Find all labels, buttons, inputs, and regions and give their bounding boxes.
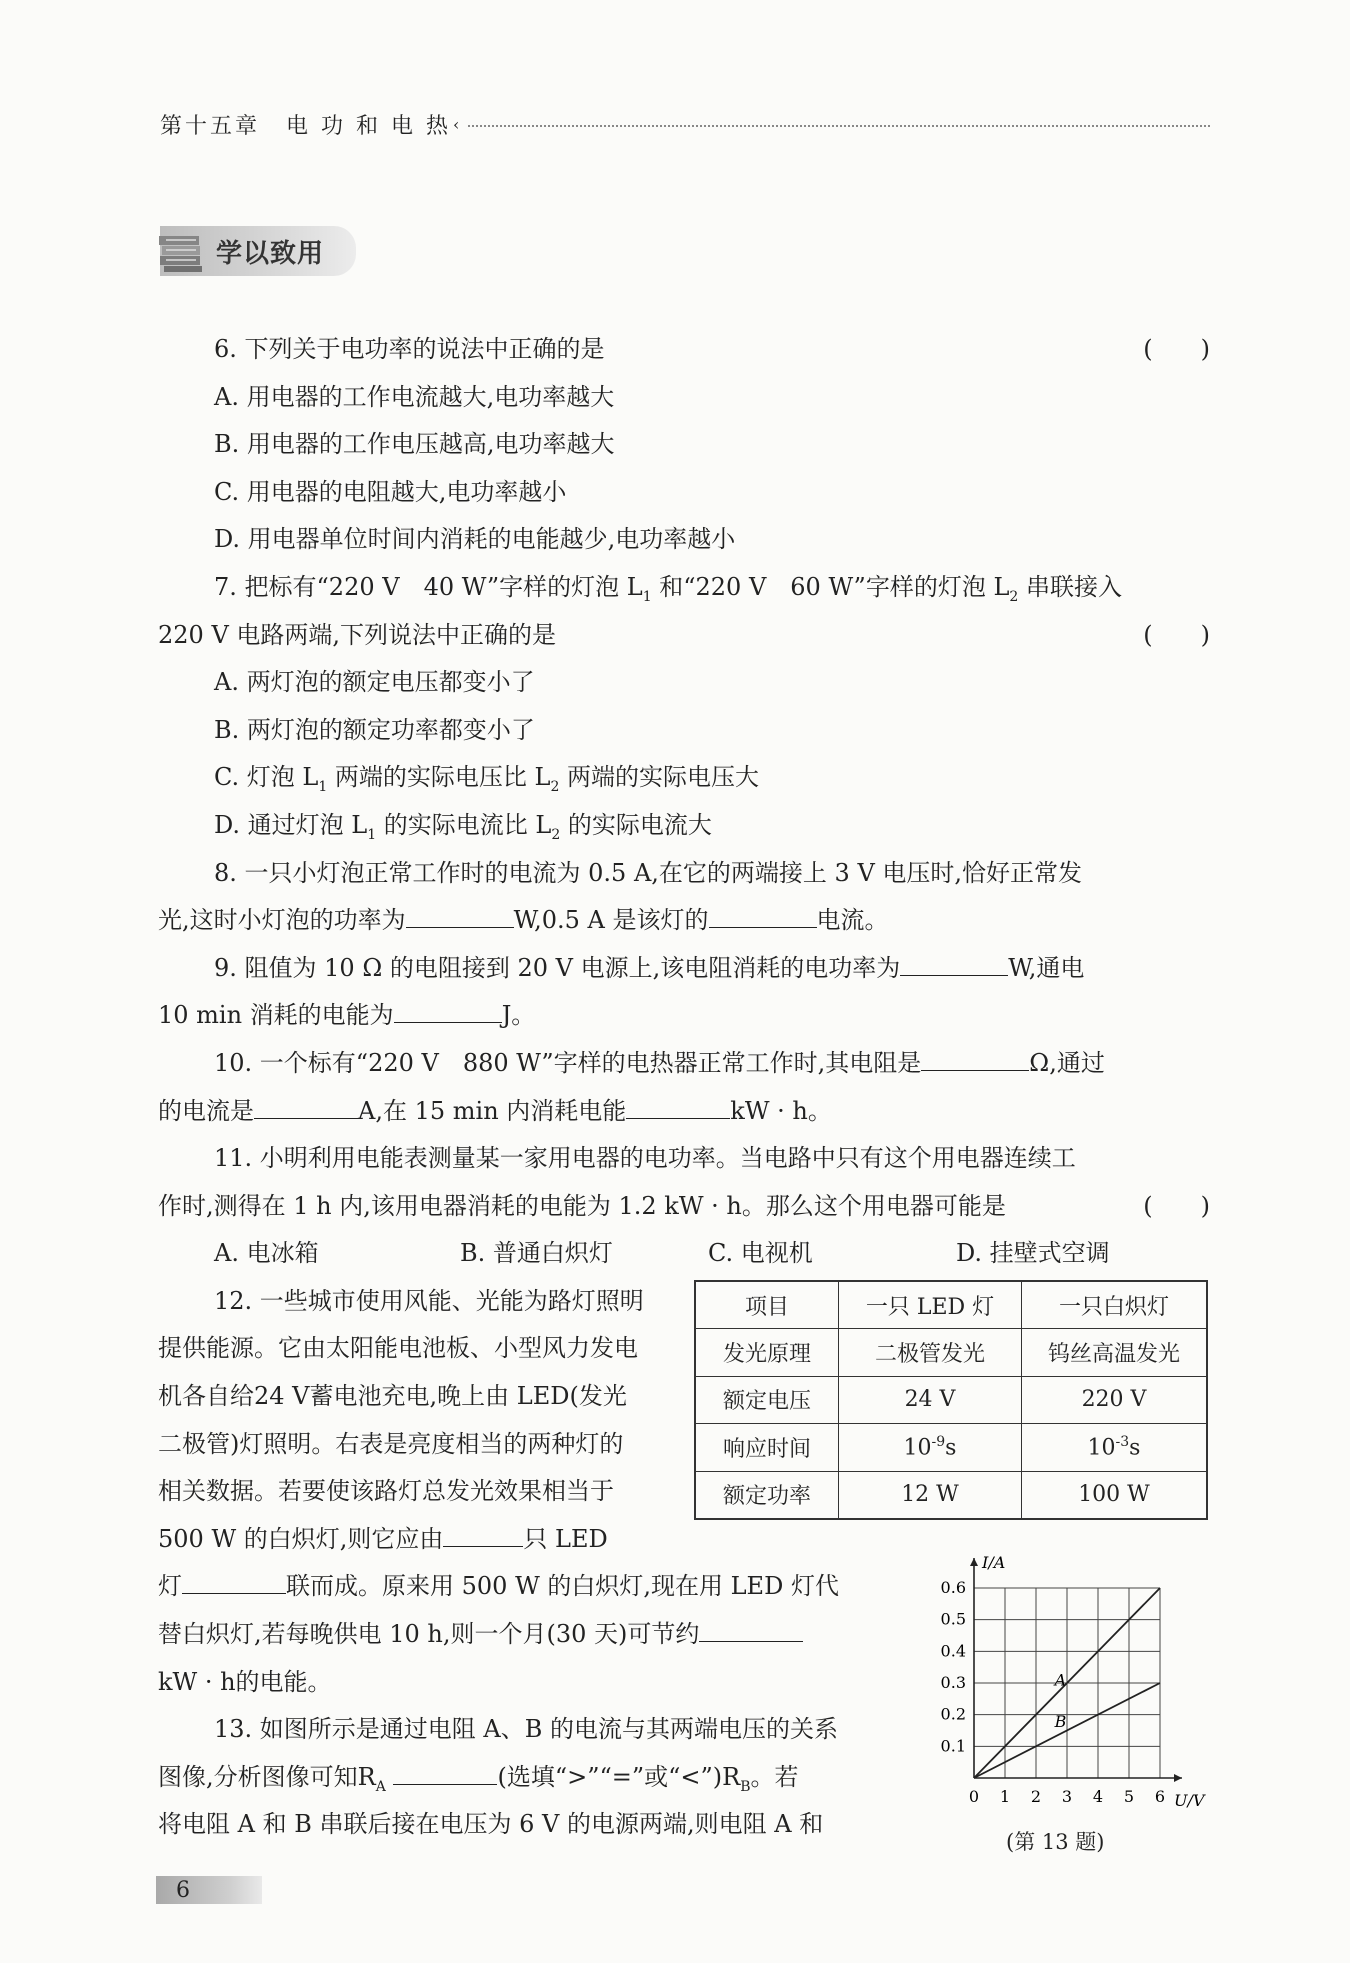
page-number-badge: [156, 1876, 262, 1904]
q12-line8: 替白炽灯,若每晚供电 10 h,则一个月(30 天)可节约: [158, 1611, 928, 1659]
table-cell: 12 W: [839, 1471, 1022, 1519]
answer-blank[interactable]: [699, 1615, 803, 1642]
answer-blank[interactable]: [626, 1092, 730, 1119]
table-cell: 220 V: [1022, 1376, 1208, 1423]
y-tick-label: 0.1: [940, 1736, 966, 1756]
section-banner: [160, 226, 356, 276]
q13-line3: 将电阻 A 和 B 串联后接在电压为 6 V 的电源两端,则电阻 A 和: [158, 1810, 824, 1839]
q7-stem: 7. 把标有“220 V 40 W”字样的灯泡 $L_1$ 和“220 V 60 W”字样的灯泡 $L_2$ 串联接入: [214, 572, 1122, 605]
q6-option-d: D. 用电器单位时间内消耗的电能越少,电功率越小: [214, 525, 736, 554]
arrow-icon: ‹: [453, 114, 463, 134]
q11-line1: 11. 小明利用电能表测量某一家用电器的电功率。当电路中只有这个用电器连续工: [214, 1144, 1076, 1173]
lamp-comparison-table: [694, 1280, 1208, 1520]
answer-blank[interactable]: [921, 1044, 1029, 1071]
series-label-A: A: [1054, 1670, 1067, 1690]
q6-option-b: B. 用电器的工作电压越高,电功率越大: [214, 430, 615, 459]
x-tick-label: 5: [1123, 1787, 1135, 1806]
figure-caption: (第 13 题): [1006, 1830, 1105, 1854]
q13-line2: 图像,分析图像可知$R_A$ (选填“>”“=”或“$<”)R_B$。若: [158, 1754, 1210, 1802]
table-row: [695, 1424, 1207, 1471]
q10-line1: 10. 一个标有“220 V 880 W”字样的电热器正常工作时,其电阻是 Ω,通过: [158, 1040, 1210, 1088]
answer-blank[interactable]: [254, 1092, 358, 1119]
y-tick-label: 0.6: [940, 1578, 966, 1597]
y-tick-label: 0.4: [940, 1641, 966, 1661]
q9-line2: 10 min 消耗的电能为 J。: [158, 992, 1210, 1040]
q13-line1: 13. 如图所示是通过电阻 A、B 的电流与其两端电压的关系: [214, 1715, 839, 1744]
q11-options: [158, 1230, 1210, 1278]
series-label-B: B: [1054, 1711, 1067, 1731]
table-row: [695, 1376, 1207, 1423]
q11-option-d: D. 挂壁式空调: [956, 1239, 1110, 1268]
iv-graph: [930, 1548, 1210, 1838]
q10-line2: 的电流是 A,在 15 min 内消耗电能 kW · h。: [158, 1088, 1210, 1136]
q7-option-d: D. 通过灯泡 $L_1$ 的实际电流比 $L_2$ 的实际电流大: [214, 810, 712, 843]
q9-line1: 9. 阻值为 10 Ω 的电阻接到 20 V 电源上,该电阻消耗的电功率为 W,通电: [158, 945, 1210, 993]
x-tick-label: 2: [1030, 1787, 1042, 1806]
table-cell: 响应时间: [695, 1424, 839, 1471]
q7-option-c: C. 灯泡 $L_1$ 两端的实际电压比 $L_2$ 两端的实际电压大: [214, 763, 760, 796]
table-cell: 额定电压: [695, 1376, 839, 1423]
answer-blank[interactable]: [443, 1520, 523, 1547]
x-tick-label: 4: [1092, 1787, 1104, 1806]
table-cell: 一只 LED 灯: [839, 1281, 1022, 1329]
q11-option-c: C. 电视机: [708, 1239, 813, 1268]
section-title: 学以致用: [216, 238, 325, 269]
books-icon: [156, 226, 210, 276]
q11-option-b: B. 普通白炽灯: [460, 1239, 613, 1268]
table-cell: 24 V: [839, 1376, 1022, 1423]
answer-blank[interactable]: [182, 1567, 286, 1594]
table-cell: 发光原理: [695, 1329, 839, 1376]
q12-text: 12. 一些城市使用风能、光能为路灯照明 提供能源。它由太阳能电池板、小型风力发电 机各自给24 V蓄电池充电,晚上由 LED(发光 二极管)灯照明。右表是亮度相当的两种灯的 相关数据。若要使该路灯总发光效果相当于 500 W 的白炽灯,则它应由 只 LED: [158, 1286, 644, 1553]
answer-blank[interactable]: [406, 901, 514, 928]
table-cell: 项目: [695, 1281, 839, 1329]
y-axis-label: I/A: [982, 1553, 1006, 1572]
table-cell: $10^{-9}s$: [839, 1424, 1022, 1471]
table-cell: 钨丝高温发光: [1022, 1329, 1208, 1376]
q11-option-a: A. 电冰箱: [214, 1239, 319, 1268]
table-header-row: [695, 1281, 1207, 1329]
q7-option-b: B. 两灯泡的额定功率都变小了: [214, 715, 535, 744]
x-tick-label: 3: [1061, 1787, 1073, 1806]
y-tick-label: 0.3: [940, 1673, 966, 1692]
answer-blank[interactable]: [393, 1758, 497, 1785]
table-row: [695, 1329, 1207, 1376]
answer-blank[interactable]: [394, 996, 502, 1023]
q6-option-a: A. 用电器的工作电流越大,电功率越大: [214, 382, 615, 411]
page-number: 6: [176, 1877, 190, 1903]
q7-stem-line2: 220 V 电路两端,下列说法中正确的是 ( ): [158, 612, 1210, 660]
q8-line1: 8. 一只小灯泡正常工作时的电流为 0.5 A,在它的两端接上 3 V 电压时,恰好正常发: [214, 858, 1083, 887]
running-header: [160, 108, 1210, 140]
chapter-title: 电 功 和 电 热: [286, 113, 451, 139]
dotted-rule: [468, 125, 1210, 127]
x-axis-arrow-icon: [1174, 1774, 1182, 1782]
x-tick-label: 6: [1154, 1787, 1166, 1806]
q8-line2: 光,这时小灯泡的功率为 W,0.5 A 是该灯的 电流。: [158, 897, 1210, 945]
q6-option-c: C. 用电器的电阻越大,电功率越小: [214, 477, 567, 506]
table-row: [695, 1471, 1207, 1519]
y-tick-label: 0.2: [940, 1704, 966, 1724]
q7-option-a: A. 两灯泡的额定电压都变小了: [214, 668, 535, 697]
x-axis-label: U/V: [1174, 1791, 1205, 1810]
q12-line9: kW · h的电能。: [158, 1667, 332, 1696]
y-axis-arrow-icon: [970, 1558, 978, 1566]
chapter-label: 第十五章: [160, 113, 261, 139]
answer-blank[interactable]: [709, 901, 817, 928]
table-cell: $10^{-3}s$: [1022, 1424, 1208, 1471]
answer-paren: ( ): [1143, 620, 1210, 649]
q12-line7: 灯 联而成。原来用 500 W 的白炽灯,现在用 LED 灯代: [158, 1563, 928, 1611]
table-cell: 二极管发光: [839, 1329, 1022, 1376]
answer-paren: ( ): [1143, 335, 1210, 363]
q11-line2: 作时,测得在 1 h 内,该用电器消耗的电能为 1.2 kW · h。那么这个用电器可能是 ( ): [158, 1183, 1210, 1231]
x-tick-label: 0: [968, 1787, 980, 1806]
table-cell: 100 W: [1022, 1471, 1208, 1519]
answer-blank[interactable]: [900, 949, 1008, 976]
x-tick-label: 1: [999, 1787, 1011, 1806]
table-cell: 一只白炽灯: [1022, 1281, 1208, 1329]
q6-stem: 6. 下列关于电功率的说法中正确的是 ( ): [158, 326, 1210, 374]
y-tick-label: 0.5: [940, 1609, 966, 1629]
table-cell: 额定功率: [695, 1471, 839, 1519]
answer-paren: ( ): [1143, 1191, 1210, 1220]
